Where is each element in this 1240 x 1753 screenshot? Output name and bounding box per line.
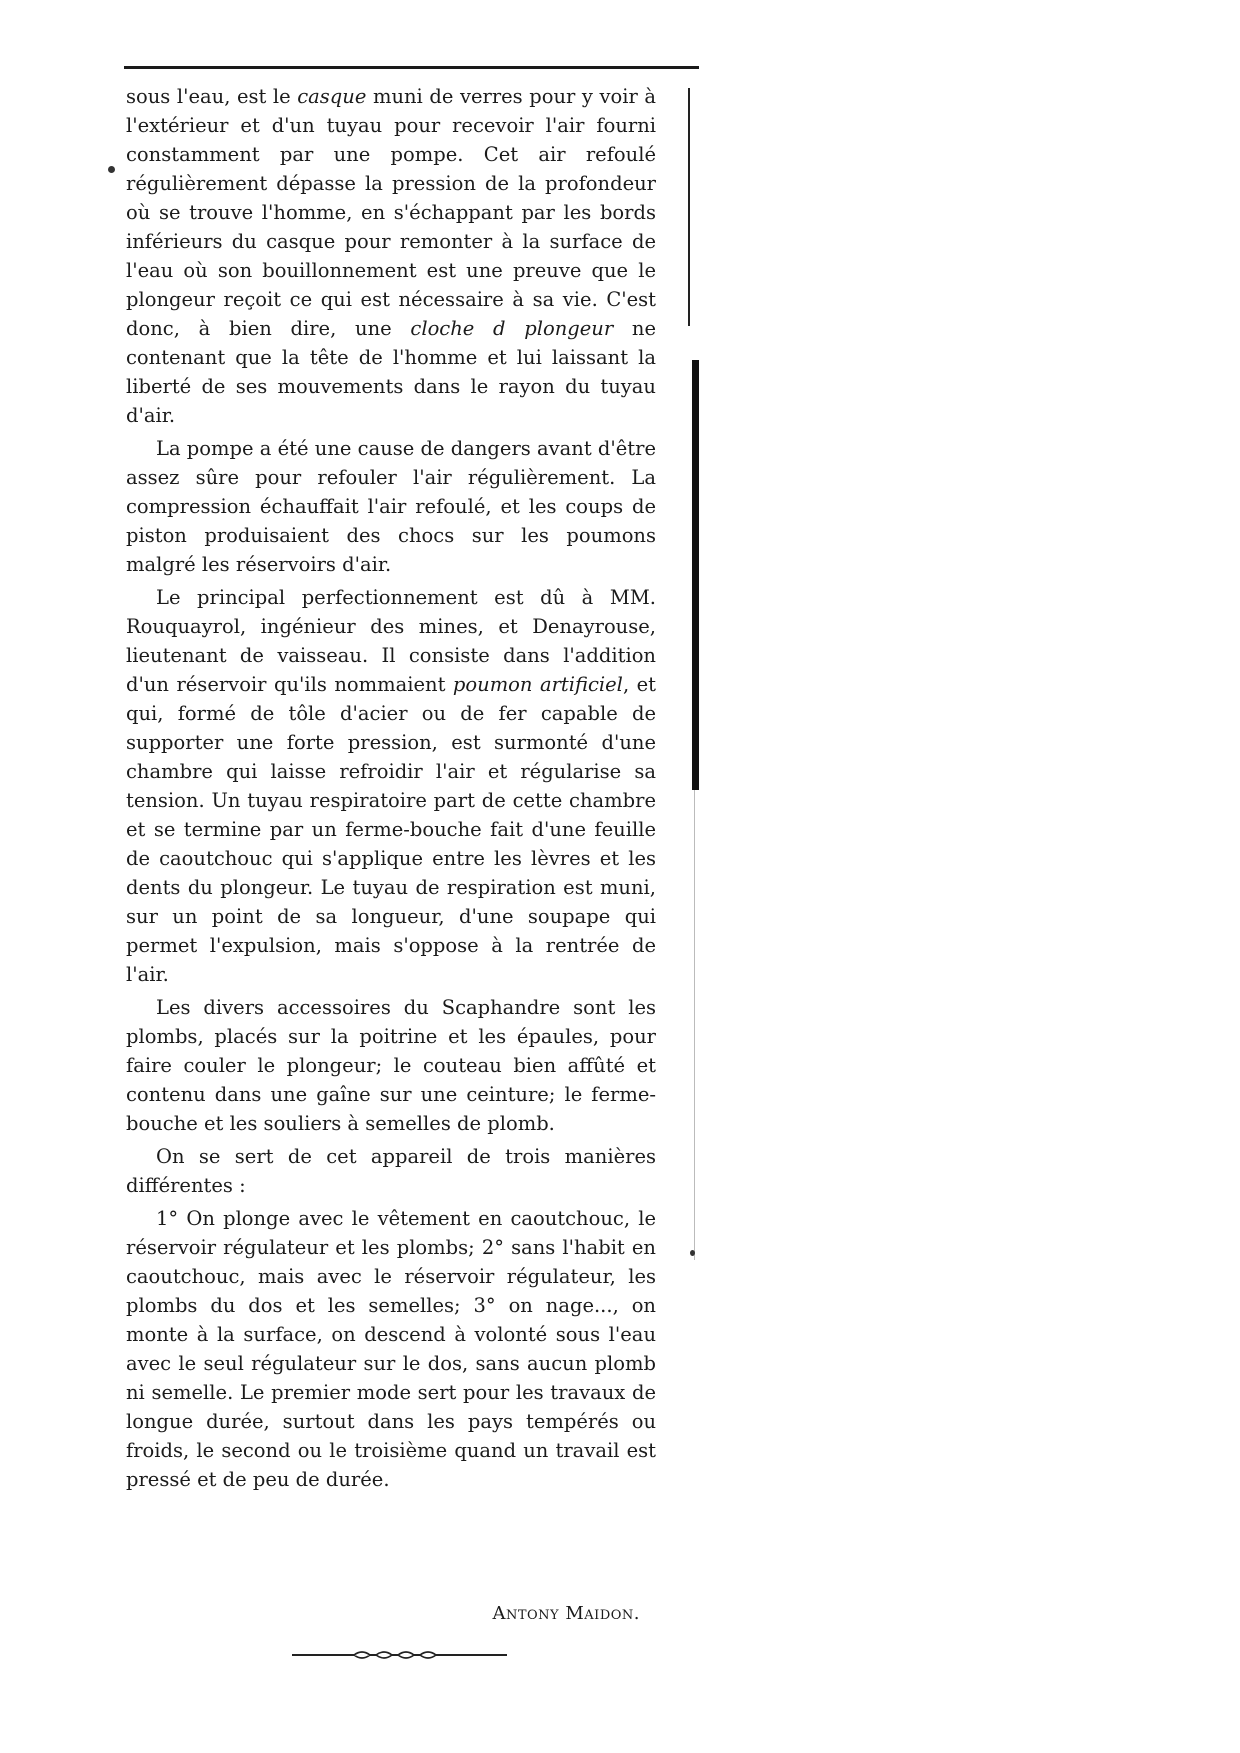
article-paragraph: 1° On plonge avec le vêtement en caoutchouc, le réservoir régulateur et les plombs; 2° sans l'habit en caoutchouc, mais avec le réservoir régulateur, les plombs du dos et les semelles; 3° on nage..., on monte à la surface, on descend à volonté sous l'eau avec le seul régulateur sur le dos, sans aucun plomb ni semelle. Le premier mode sert pour les travaux de longue durée, surtout dans les pays tempérés ou froids, le second ou le troisième quand un travail est pressé et de peu de durée. [126,1207,656,1491]
article-column [126,82,656,1498]
article-paragraph: sous l'eau, est le casque muni de verres pour y voir à l'extérieur et d'un tuyau pour recevoir l'air fourni constamment par une pompe. Cet air refoulé régulièrement dépasse la pression de la profondeur où se trouve l'homme, en s'échappant par les bords inférieurs du casque pour remonter à la surface de l'eau où son bouillonnement est une preuve que le plongeur reçoit ce qui est nécessaire à sa vie. C'est donc, à bien dire, une cloche d plongeur ne contenant que la tête de l'homme et lui laissant la liberté de ses mouvements dans le rayon du tuyau d'air. [126,85,656,427]
article-paragraph: La pompe a été une cause de dangers avant d'être assez sûre pour refouler l'air régulièrement. La compression échauffait l'air refoulé, et les coups de piston produisaient des chocs sur les poumons malgré les réservoirs d'air. [126,437,656,576]
top-rule [124,66,699,69]
ink-speck [690,1250,695,1256]
author-signature: Antony Maidon. [492,1603,640,1624]
margin-mark [694,790,695,1260]
ornament-divider [292,1648,507,1662]
margin-mark [688,88,690,326]
margin-mark [692,360,699,790]
article-paragraph: Le principal perfectionnement est dû à MM. Rouquayrol, ingénieur des mines, et Denayrouse, lieutenant de vaisseau. Il consiste dans l'addition d'un réservoir qu'ils nommaient poumon artificiel, et qui, formé de tôle d'acier ou de fer capable de supporter une forte pression, est surmonté d'une chambre qui laisse refroidir l'air et régularise sa tension. Un tuyau respiratoire part de cette chambre et se termine par un ferme-bouche fait d'une feuille de caoutchouc qui s'applique entre les lèvres et les dents du plongeur. Le tuyau de respiration est muni, sur un point de sa longueur, d'une soupape qui permet l'expulsion, mais s'oppose à la rentrée de l'air. [126,586,656,986]
article-paragraph: On se sert de cet appareil de trois manières différentes : [126,1145,656,1197]
ink-speck [108,166,115,173]
article-paragraph: Les divers accessoires du Scaphandre sont les plombs, placés sur la poitrine et les épaules, pour faire couler le plongeur; le couteau bien affûté et contenu dans une gaîne sur une ceinture; le ferme-bouche et les souliers à semelles de plomb. [126,996,656,1135]
